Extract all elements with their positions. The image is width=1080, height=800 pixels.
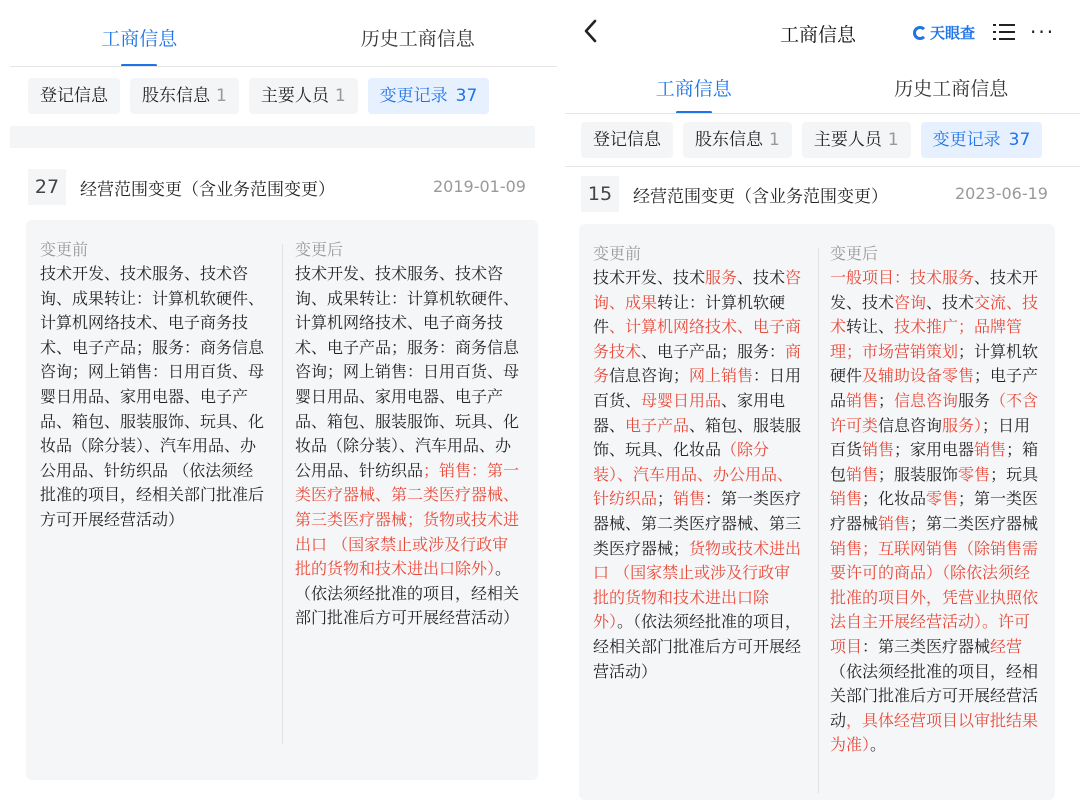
before-column bbox=[593, 242, 803, 684]
section-separator bbox=[10, 126, 535, 148]
changed-text-segment: 商务 bbox=[593, 341, 802, 386]
main-tabs bbox=[565, 74, 1080, 101]
chevron-left-icon[interactable] bbox=[583, 18, 599, 44]
text-segment: 服务 bbox=[958, 390, 991, 410]
text-segment: ； bbox=[657, 489, 674, 509]
text-segment: 、家用电器、 bbox=[593, 390, 786, 435]
chip-key-personnel[interactable]: 主要人员 1 bbox=[802, 122, 911, 158]
text-segment: ；第一类医疗器械 bbox=[830, 489, 1039, 533]
sub-tabs bbox=[581, 122, 1042, 158]
before-text bbox=[593, 266, 803, 684]
text-segment: 。（依法须经批准的项目，经相关部门批准后方可开展经营活动） bbox=[295, 559, 520, 628]
changed-text-segment: 销售 bbox=[846, 390, 879, 410]
record-title: 经营范围变更（含业务范围变更） bbox=[633, 186, 888, 207]
text-segment: 技术开发、技术 bbox=[593, 268, 706, 287]
nav-bar bbox=[565, 0, 1080, 64]
text-segment: ；电子产品 bbox=[830, 366, 1039, 410]
changed-text-segment: 零售 bbox=[958, 464, 991, 484]
text-segment: 。（依法须经批准的项目，经相关部门批准后方可开展经营活动） bbox=[593, 612, 802, 681]
changed-text-segment: 电子产品 bbox=[625, 415, 690, 435]
changed-text-segment: 销售 bbox=[830, 489, 863, 509]
after-label: 变更后 bbox=[830, 244, 879, 263]
changed-text-segment: 技术推广；品牌管理；市场营销策划 bbox=[830, 317, 1023, 361]
changed-text-segment: 销售 bbox=[878, 513, 911, 533]
text-segment: 转让：计算机软硬件 bbox=[593, 292, 786, 337]
text-segment: 、电子产品；服务： bbox=[641, 341, 786, 361]
brand-logo bbox=[913, 22, 975, 43]
changed-text-segment: 零售 bbox=[926, 489, 959, 509]
text-segment: ；家用电器 bbox=[894, 440, 975, 460]
before-label: 变更前 bbox=[40, 240, 89, 259]
changed-text-segment: 销售 bbox=[862, 440, 895, 460]
after-label: 变更后 bbox=[295, 240, 344, 259]
changed-text-segment: （除分装）、汽车用品、办公用品、针纺织品 bbox=[593, 440, 794, 509]
text-segment: ；玩具 bbox=[990, 464, 1039, 484]
text-segment: 。 bbox=[870, 735, 887, 755]
changed-text-segment: 咨询、成果 bbox=[593, 268, 802, 312]
main-tabs bbox=[0, 24, 557, 51]
chip-key-personnel[interactable]: 主要人员 1 bbox=[249, 78, 358, 114]
tabs-divider bbox=[10, 66, 557, 67]
text-segment: 、技术 bbox=[926, 292, 975, 312]
changed-text-segment: 销售；互联网销售（除销售需要许可的商品）（除依法须经批准的项目外，凭营业执照依法自主开展经营活动）。许可项目 bbox=[830, 538, 1039, 656]
right-screenshot bbox=[565, 0, 1080, 800]
changed-text-segment: 、计算机网络技术、电子商务技术 bbox=[593, 317, 802, 361]
text-segment: ；日用百货 bbox=[830, 415, 1031, 460]
tab-business-info[interactable]: 工商信息 bbox=[565, 74, 823, 101]
changed-text-segment: 服务） bbox=[942, 415, 983, 435]
after-column bbox=[295, 238, 523, 631]
text-segment: ； bbox=[878, 390, 895, 410]
changed-text-segment: 货物或技术进出口 （国家禁止或涉及行政审批的货物和技术进出口除外） bbox=[593, 538, 802, 632]
text-segment: ；计算机软硬件 bbox=[830, 341, 1039, 386]
text-segment: 、箱包、服装服饰、玩具、化妆品 bbox=[593, 415, 802, 460]
changed-text-segment: ；销售：第一类医疗器械、第二类医疗器械、第三类医疗器械；货物或技术进出口 （国家禁止或涉及行政审批的货物和技术进出口除外） bbox=[295, 460, 520, 579]
changed-text-segment: 销售 bbox=[673, 489, 706, 509]
before-column bbox=[40, 238, 268, 533]
text-segment: ：日用百货、 bbox=[593, 366, 802, 410]
record-header bbox=[28, 169, 335, 205]
text-segment: ；服装服饰 bbox=[878, 464, 959, 484]
changed-text-segment: 咨询 bbox=[894, 292, 927, 312]
brand-name: 天眼查 bbox=[930, 24, 976, 42]
text-segment: 技术开发、技术服务、技术咨询、成果转让：计算机软硬件、计算机网络技术、电子商务技术、电子产品；服务：商务信息咨询；网上销售：日用百货、母婴日用品、家用电器、电子产品、箱包、服装服饰、玩具、化妆品（除分装）、汽车用品、办公用品、针纺织品 （依法须经批准的项目，经相关部门批准后方可开展经营活动） bbox=[40, 264, 265, 529]
chip-change-records[interactable]: 变更记录 37 bbox=[368, 78, 490, 114]
list-icon[interactable] bbox=[993, 22, 1015, 42]
chip-shareholder-info[interactable]: 股东信息 1 bbox=[130, 78, 239, 114]
text-segment: （依法须经批准的项目，经相关部门批准后方可开展经营活动 bbox=[830, 661, 1039, 730]
chip-shareholder-info[interactable]: 股东信息 1 bbox=[683, 122, 792, 158]
tab-business-info[interactable]: 工商信息 bbox=[0, 24, 279, 51]
record-date: 2023-06-19 bbox=[955, 184, 1048, 203]
text-segment: 转让、 bbox=[846, 317, 895, 337]
changed-text-segment: 及辅助设备零售 bbox=[862, 366, 975, 386]
text-segment: ；第二类医疗器械 bbox=[910, 513, 1039, 533]
changed-text-segment: 母婴日用品 bbox=[641, 390, 722, 410]
changed-text-segment: 交流、技术 bbox=[830, 292, 1039, 337]
record-number: 15 bbox=[581, 176, 619, 212]
record-title: 经营范围变更（含业务范围变更） bbox=[80, 179, 335, 200]
text-segment: ：第一类医疗器械、第二类医疗器械、第三类医疗器械； bbox=[593, 489, 802, 558]
changed-text-segment: 销售 bbox=[846, 464, 879, 484]
sub-tabs bbox=[28, 78, 489, 114]
column-divider bbox=[282, 244, 283, 744]
after-text bbox=[295, 262, 523, 631]
panel-gap bbox=[557, 0, 565, 800]
changed-text-segment: （不含许可类 bbox=[830, 390, 1039, 435]
tabs-divider bbox=[565, 113, 1080, 114]
change-detail-box bbox=[579, 224, 1055, 800]
text-segment: 信息咨询； bbox=[609, 366, 690, 386]
text-segment: ：第三类医疗器械 bbox=[862, 636, 991, 656]
changed-text-segment: 网上销售 bbox=[689, 366, 754, 386]
text-segment: 、技术开发、技术 bbox=[830, 268, 1039, 312]
text-segment: ；箱包 bbox=[830, 440, 1039, 484]
chip-registration-info[interactable]: 登记信息 bbox=[581, 122, 673, 158]
text-segment: 、技术 bbox=[737, 268, 786, 287]
text-segment: ；化妆品 bbox=[862, 489, 927, 509]
after-column bbox=[830, 242, 1040, 758]
column-divider bbox=[818, 248, 819, 793]
changed-text-segment: 服务 bbox=[705, 268, 738, 287]
changed-text-segment: 信息咨询 bbox=[894, 390, 959, 410]
text-segment: 信息咨询 bbox=[878, 415, 943, 435]
changed-text-segment: 销售 bbox=[974, 440, 1007, 460]
brand-mark-icon bbox=[913, 26, 927, 40]
change-detail-box bbox=[26, 220, 538, 780]
before-label: 变更前 bbox=[593, 244, 642, 263]
record-header bbox=[581, 176, 888, 212]
page-title: 工商信息 bbox=[780, 24, 857, 46]
tab-history-business-info[interactable]: 历史工商信息 bbox=[894, 78, 1009, 100]
chip-change-records[interactable]: 变更记录 37 bbox=[921, 122, 1043, 158]
more-icon[interactable]: ··· bbox=[1030, 20, 1056, 44]
changed-text-segment: 一般项目：技术服务 bbox=[830, 268, 975, 287]
record-date: 2019-01-09 bbox=[433, 177, 526, 196]
before-text bbox=[40, 262, 268, 533]
chip-registration-info[interactable]: 登记信息 bbox=[28, 78, 120, 114]
changed-text-segment: ，具体经营项目以审批结果为准） bbox=[830, 710, 1039, 755]
record-number: 27 bbox=[28, 169, 66, 205]
changed-text-segment: 经营 bbox=[990, 636, 1023, 656]
chips-divider bbox=[565, 166, 1080, 167]
after-text bbox=[830, 266, 1040, 758]
text-segment: 技术开发、技术服务、技术咨询、成果转让：计算机软硬件、计算机网络技术、电子商务技术、电子产品；服务：商务信息咨询；网上销售：日用百货、母婴日用品、家用电器、电子产品、箱包、服装服饰、玩具、化妆品（除分装）、汽车用品、办公用品、针纺织品 bbox=[295, 264, 520, 480]
tab-history-business-info[interactable]: 历史工商信息 bbox=[360, 28, 475, 50]
